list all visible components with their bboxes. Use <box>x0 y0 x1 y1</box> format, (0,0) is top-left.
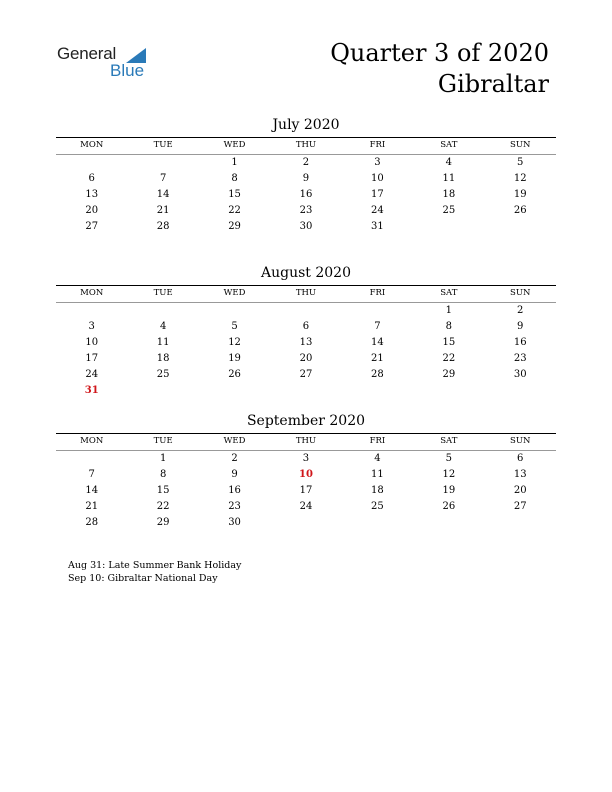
day-cell <box>342 303 413 319</box>
week-row <box>56 187 556 203</box>
weekday-label: WED <box>223 436 246 446</box>
day-cell: 13 <box>299 337 313 348</box>
day-cell: 24 <box>299 501 313 512</box>
day-cell: 20 <box>85 205 99 216</box>
day-cell: 1 <box>231 157 238 168</box>
day-cell: 19 <box>513 189 527 200</box>
week-row <box>56 155 556 171</box>
day-cell: 10 <box>85 337 99 348</box>
weekday-label: MON <box>80 140 104 150</box>
weekday-label: FRI <box>369 288 386 298</box>
day-cell: 12 <box>513 173 527 184</box>
day-cell: 29 <box>156 517 170 528</box>
day-cell: 24 <box>85 369 99 380</box>
weekday-label: MON <box>80 436 104 446</box>
day-cell <box>413 383 484 399</box>
weekday-label: SUN <box>510 436 531 446</box>
weekday-label: WED <box>223 140 246 150</box>
week-row <box>56 335 556 351</box>
title-quarter: Quarter 3 of 2020 <box>330 39 549 67</box>
weekday-label: SUN <box>510 288 531 298</box>
day-cell: 21 <box>371 353 384 364</box>
weekday-label: MON <box>80 288 104 298</box>
day-cell <box>413 219 484 235</box>
day-cell: 28 <box>85 517 99 528</box>
month-calendar <box>56 116 556 235</box>
day-cell: 26 <box>442 501 456 512</box>
day-cell: 8 <box>159 469 167 480</box>
month-calendar <box>56 412 556 531</box>
day-cell <box>413 515 484 531</box>
day-cell: 28 <box>371 369 384 380</box>
day-cell <box>56 155 127 171</box>
week-row <box>56 499 556 515</box>
holiday-note: Sep 10: Gibraltar National Day <box>68 573 218 584</box>
title-country: Gibraltar <box>437 70 549 98</box>
day-cell: 11 <box>156 337 170 348</box>
week-row <box>56 483 556 499</box>
weekday-label: SAT <box>440 436 458 446</box>
day-cell <box>485 383 556 399</box>
week-row <box>56 203 556 219</box>
month-calendar <box>56 264 556 399</box>
day-cell: 13 <box>85 189 99 200</box>
day-cell: 24 <box>371 205 384 216</box>
day-cell: 18 <box>156 353 170 364</box>
day-cell: 3 <box>374 157 381 168</box>
day-cell: 9 <box>517 321 524 332</box>
day-cell: 1 <box>445 305 452 316</box>
day-cell: 22 <box>228 205 241 216</box>
day-cell: 4 <box>445 157 452 168</box>
day-cell: 14 <box>371 337 384 348</box>
day-cell: 16 <box>228 485 241 496</box>
day-cell: 2 <box>517 305 524 316</box>
logo-blue-text: Blue <box>110 61 145 80</box>
day-cell: 25 <box>156 369 170 380</box>
month-title: July 2020 <box>272 117 340 133</box>
day-cell <box>56 303 127 319</box>
weekday-label: THU <box>295 436 317 446</box>
day-cell <box>199 383 270 399</box>
day-cell: 10 <box>371 173 384 184</box>
week-row <box>56 515 556 531</box>
weekday-label: THU <box>295 288 317 298</box>
weekday-label: SAT <box>440 140 458 150</box>
day-cell: 12 <box>228 337 241 348</box>
day-cell <box>270 515 341 531</box>
day-cell: 19 <box>228 353 241 364</box>
day-cell: 21 <box>156 205 170 216</box>
week-row <box>56 219 556 235</box>
week-row <box>56 383 556 399</box>
week-row <box>56 351 556 367</box>
day-cell: 20 <box>299 353 313 364</box>
weekday-label: SAT <box>440 288 458 298</box>
day-cell: 22 <box>442 353 456 364</box>
day-cell: 6 <box>88 173 95 184</box>
day-cell: 7 <box>374 321 381 332</box>
weekday-header <box>56 138 556 154</box>
holiday-note: Aug 31: Late Summer Bank Holiday <box>68 560 242 571</box>
day-cell: 14 <box>156 189 170 200</box>
day-cell: 15 <box>228 189 241 200</box>
day-cell <box>56 451 127 467</box>
day-cell: 9 <box>302 173 310 184</box>
day-cell: 7 <box>88 469 95 480</box>
day-cell: 18 <box>371 485 384 496</box>
day-cell: 29 <box>442 369 456 380</box>
day-cell: 20 <box>513 485 527 496</box>
week-row <box>56 467 556 483</box>
day-cell: 12 <box>442 469 456 480</box>
weekday-header <box>56 434 556 450</box>
day-cell: 11 <box>442 173 456 184</box>
day-cell: 1 <box>159 453 167 464</box>
week-row <box>56 367 556 383</box>
day-cell: 9 <box>231 469 238 480</box>
day-cell: 5 <box>445 453 452 464</box>
day-cell: 23 <box>228 501 241 512</box>
day-cell: 26 <box>513 205 527 216</box>
day-cell: 3 <box>88 321 95 332</box>
day-cell: 7 <box>159 173 167 184</box>
day-cell: 8 <box>445 321 452 332</box>
holiday-day-cell: 10 <box>299 469 313 480</box>
day-cell: 18 <box>442 189 456 200</box>
logo <box>57 44 167 84</box>
day-cell <box>127 383 198 399</box>
month-title: September 2020 <box>246 413 366 429</box>
day-cell: 28 <box>156 221 170 232</box>
day-cell: 22 <box>156 501 170 512</box>
day-cell <box>199 303 270 319</box>
week-row <box>56 171 556 187</box>
day-cell: 14 <box>85 485 99 496</box>
day-cell: 31 <box>371 221 384 232</box>
day-cell <box>127 303 198 319</box>
day-cell: 25 <box>371 501 384 512</box>
weekday-label: THU <box>295 140 317 150</box>
day-cell: 3 <box>302 453 310 464</box>
day-cell <box>485 515 556 531</box>
day-cell: 4 <box>159 321 167 332</box>
day-cell: 27 <box>299 369 313 380</box>
day-cell: 4 <box>374 453 381 464</box>
day-cell <box>127 155 198 171</box>
day-cell: 16 <box>299 189 313 200</box>
day-cell: 30 <box>513 369 527 380</box>
holiday-day-cell: 31 <box>84 385 99 396</box>
day-cell: 5 <box>517 157 524 168</box>
day-cell: 27 <box>513 501 527 512</box>
day-cell <box>342 383 413 399</box>
logo-general-text: General <box>57 44 117 63</box>
day-cell: 23 <box>513 353 527 364</box>
day-cell <box>485 219 556 235</box>
day-cell: 5 <box>231 321 238 332</box>
weekday-label: FRI <box>369 140 386 150</box>
weekday-label: TUE <box>153 436 173 446</box>
day-cell: 2 <box>302 157 310 168</box>
day-cell: 15 <box>442 337 456 348</box>
holiday-notes <box>68 559 241 585</box>
month-title: August 2020 <box>261 265 351 281</box>
day-cell: 6 <box>517 453 524 464</box>
day-cell <box>342 515 413 531</box>
weekday-label: SUN <box>510 140 531 150</box>
day-cell <box>270 303 341 319</box>
weekday-header <box>56 286 556 302</box>
page-title <box>330 38 549 100</box>
weekday-label: FRI <box>369 436 386 446</box>
day-cell: 30 <box>228 517 241 528</box>
day-cell: 17 <box>299 485 313 496</box>
day-cell: 23 <box>299 205 313 216</box>
weekday-label: WED <box>223 288 246 298</box>
week-row <box>56 303 556 319</box>
week-row <box>56 319 556 335</box>
day-cell: 30 <box>299 221 313 232</box>
day-cell: 11 <box>371 469 384 480</box>
day-cell: 29 <box>228 221 241 232</box>
day-cell: 2 <box>231 453 238 464</box>
day-cell: 13 <box>513 469 527 480</box>
day-cell: 27 <box>85 221 99 232</box>
day-cell: 6 <box>302 321 310 332</box>
day-cell: 26 <box>228 369 241 380</box>
day-cell: 25 <box>442 205 456 216</box>
day-cell: 15 <box>156 485 170 496</box>
day-cell: 21 <box>85 501 99 512</box>
day-cell: 17 <box>85 353 99 364</box>
day-cell: 16 <box>513 337 527 348</box>
day-cell: 19 <box>442 485 456 496</box>
day-cell: 17 <box>371 189 384 200</box>
day-cell <box>270 383 341 399</box>
day-cell: 8 <box>231 173 238 184</box>
weekday-label: TUE <box>153 288 173 298</box>
week-row <box>56 451 556 467</box>
weekday-label: TUE <box>153 140 173 150</box>
